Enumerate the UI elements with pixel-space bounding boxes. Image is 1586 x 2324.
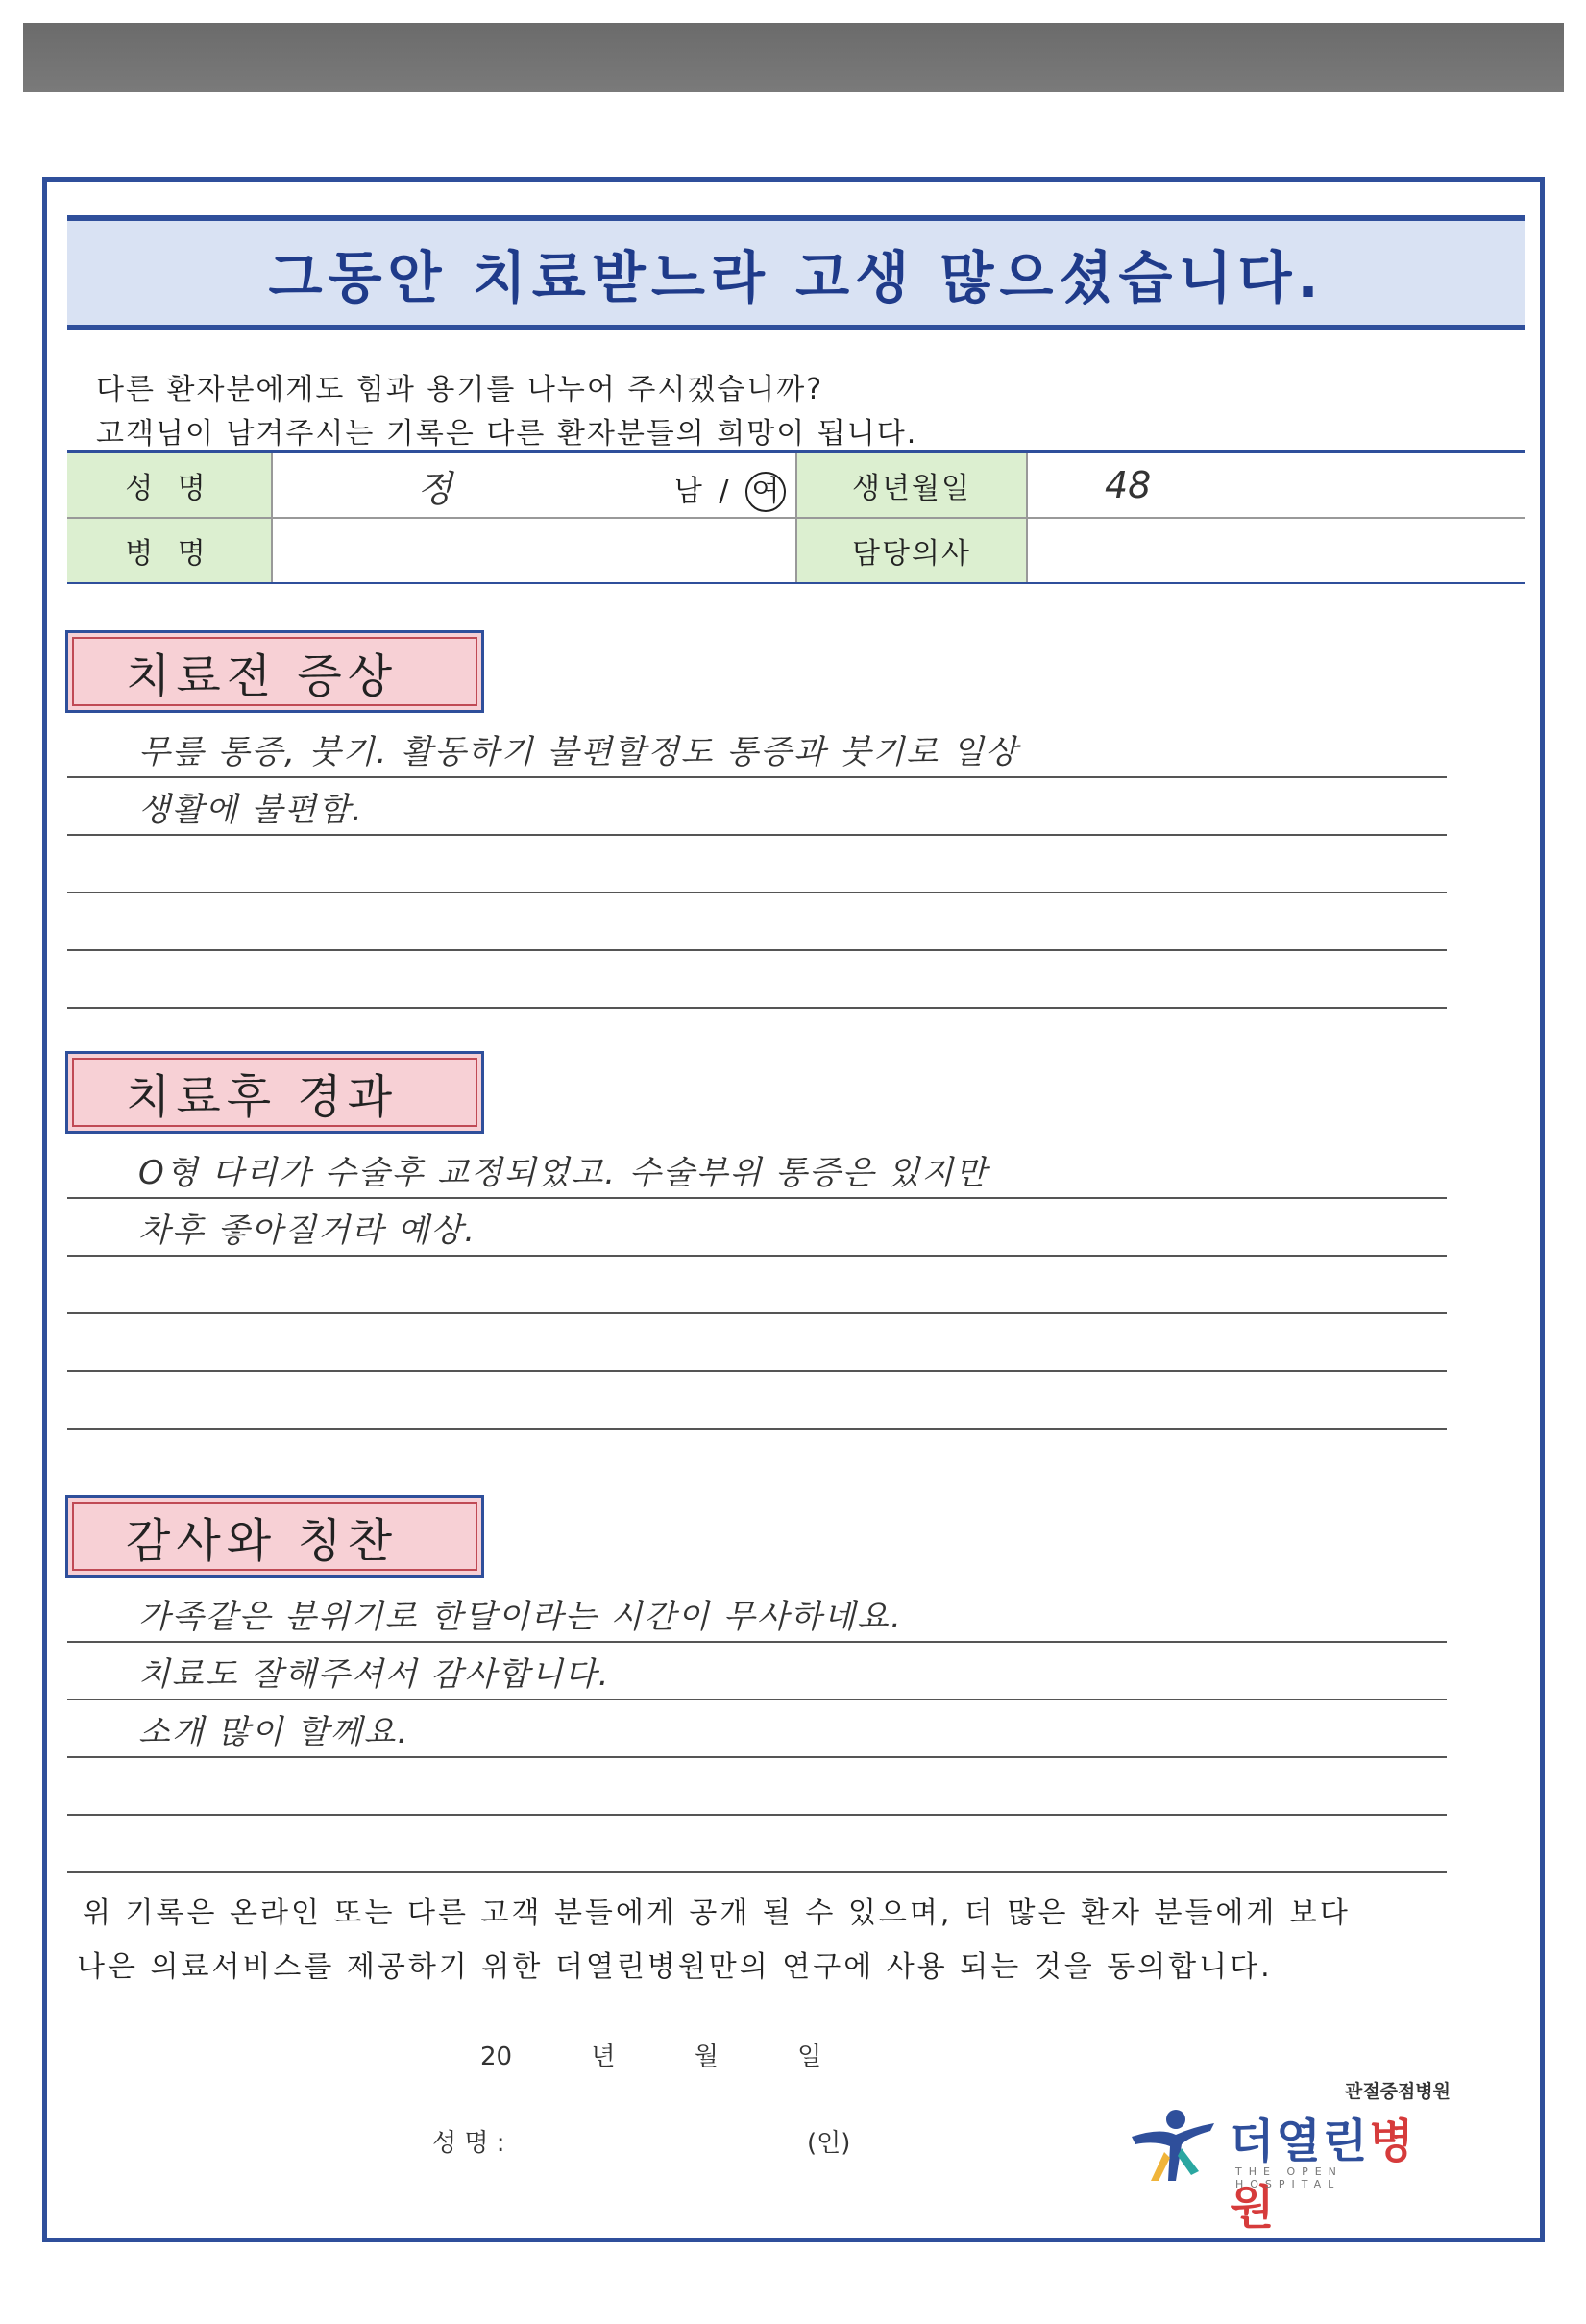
logo-name-part2: 병원 [1230, 2115, 1416, 2235]
consent-line-1: 위 기록은 온라인 또는 다른 고객 분들에게 공개 될 수 있으며, 더 많은 환자 분들에게 보다 [83, 1896, 1351, 1930]
line [67, 1141, 1447, 1199]
line [67, 1643, 1447, 1700]
logo-figure-icon [1122, 2098, 1218, 2194]
page-title: 그동안 치료받느라 고생 많으셨습니다. [268, 245, 1325, 310]
handwritten-text: O형 다리가 수술후 교정되었고. 수술부위 통증은 있지만 [138, 1154, 988, 1192]
doctor-value [1028, 519, 1525, 582]
line [67, 778, 1447, 836]
birth-value: 48 [1105, 464, 1152, 506]
handwritten-text: 생활에 불편함. [138, 791, 364, 829]
date-month-unit: 월 [694, 2043, 719, 2071]
line [67, 1700, 1447, 1758]
scan-header-bar [23, 23, 1564, 92]
name-cell [273, 453, 797, 517]
line [67, 1199, 1447, 1257]
section-title-after: 치료후 경과 [65, 1051, 484, 1134]
signature-line [432, 2123, 851, 2159]
birth-cell [1028, 453, 1525, 517]
name-value: 정 [417, 467, 452, 510]
line [67, 836, 1447, 893]
gender-female-circled: 여 [745, 472, 786, 512]
doctor-label: 담당의사 [797, 519, 1028, 582]
birth-label: 생년월일 [797, 453, 1028, 517]
line [67, 721, 1447, 778]
handwritten-text: 차후 좋아질거라 예상. [138, 1211, 477, 1250]
logo-name-part1: 더열린 [1230, 2115, 1370, 2168]
handwritten-text: 가족같은 분위기로 한달이라는 시간이 무사하네요. [138, 1598, 903, 1636]
seal-mark: (인) [807, 2129, 851, 2158]
handwritten-text: 소개 많이 할께요. [138, 1713, 410, 1751]
intro-line-1: 다른 환자분에게도 힘과 용기를 나누어 주시겠습니까? [96, 373, 824, 406]
date-day-unit: 일 [797, 2043, 822, 2071]
handwritten-text: 치료도 잘해주셔서 감사합니다. [138, 1655, 611, 1694]
info-row-1 [67, 453, 1525, 519]
line [67, 893, 1447, 951]
disease-value [273, 519, 797, 582]
line [67, 1314, 1447, 1372]
handwritten-text: 무릎 통증, 붓기. 활동하기 불편할정도 통증과 붓기로 일상 [138, 733, 1019, 771]
section-title-thanks: 감사와 칭찬 [65, 1495, 484, 1578]
hospital-logo [1122, 2077, 1451, 2235]
section-title-before: 치료전 증상 [65, 630, 484, 713]
intro-line-2: 고객님이 남겨주시는 기록은 다른 환자분들의 희망이 됩니다. [96, 417, 918, 451]
gender-selector [674, 467, 786, 512]
line [67, 1758, 1447, 1816]
info-row-2 [67, 519, 1525, 582]
date-line [480, 2037, 892, 2072]
logo-subtitle: 관절중점병원 [1344, 2081, 1451, 2102]
disease-label: 병 명 [67, 519, 273, 582]
logo-english: THE OPEN HOSPITAL [1235, 2165, 1343, 2190]
line [67, 1372, 1447, 1430]
name-label: 성 명 [67, 453, 273, 517]
line [67, 1585, 1447, 1643]
signature-label: 성 명 : [432, 2129, 505, 2158]
before-lines [67, 721, 1447, 1009]
title-banner [67, 215, 1525, 330]
consent-line-2: 나은 의료서비스를 제공하기 위한 더열린병원만의 연구에 사용 되는 것을 동의합니다. [77, 1950, 1273, 1984]
gender-male: 남 [673, 475, 706, 508]
after-lines [67, 1141, 1447, 1430]
patient-info-table [67, 450, 1525, 584]
gender-separator: / [719, 475, 733, 508]
date-year-unit: 년 [591, 2043, 616, 2071]
thanks-lines [67, 1585, 1447, 1873]
line [67, 1257, 1447, 1314]
line [67, 951, 1447, 1009]
line [67, 1816, 1447, 1873]
date-year: 20 [480, 2043, 513, 2071]
